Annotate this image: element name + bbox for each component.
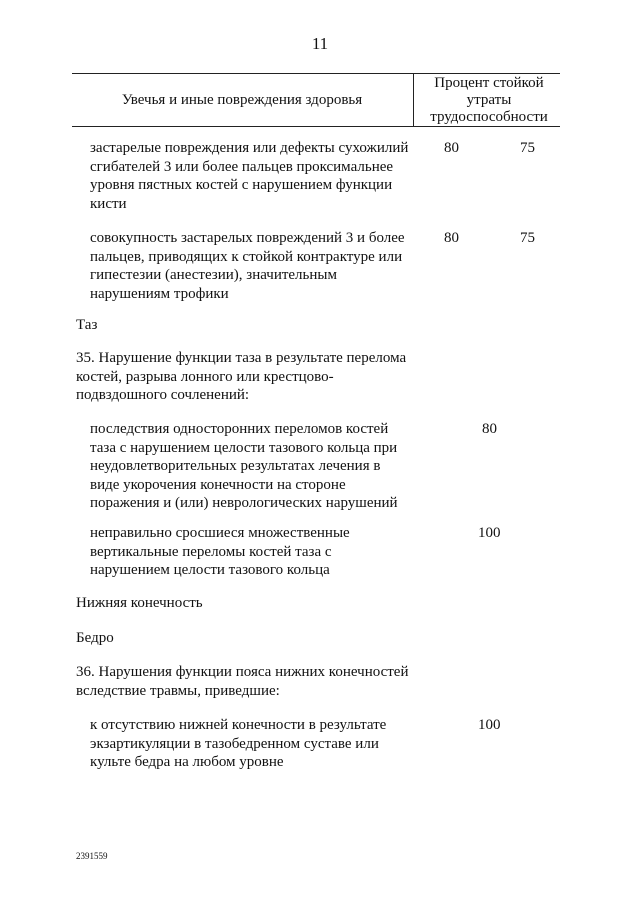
entry-line: 36. Нарушения функции пояса нижних конечностей (76, 664, 409, 680)
entry-line: нарушением целости тазового кольца (90, 562, 330, 578)
entry-line: нарушениям трофики (90, 285, 229, 302)
entry-line: таза с нарушением целости тазового кольца при (90, 439, 398, 456)
header-percent-column (418, 75, 560, 126)
entry-line: гипестезии (анестезии), значительным (90, 267, 337, 283)
entry-line: 35. Нарушение функции таза в результате перелома (76, 350, 407, 366)
header-top-rule (72, 73, 560, 74)
header-bottom-rule (72, 126, 560, 127)
entry-line: виде укорочения конечности на стороне (90, 476, 346, 493)
entry-line: кисти (90, 195, 127, 212)
entry-limb-absence (90, 716, 386, 772)
value-second: 75 (520, 230, 535, 246)
value-first: 80 (444, 140, 459, 156)
entry-line: совокупность застарелых повреждений 3 и более (90, 230, 405, 246)
value-percent: 80 (482, 421, 497, 437)
header-injuries-column: Увечья и иные повреждения здоровья (121, 92, 363, 108)
entry-line: неудовлетворительных результатах лечения в (90, 458, 381, 474)
entry-line: поражения и (или) неврологических нарушений (90, 495, 398, 511)
entry-malunited-fractures (90, 524, 350, 580)
entry-line: уровня пястных костей с нарушением функции (90, 177, 393, 193)
value-second: 75 (520, 140, 535, 156)
entry-line: вертикальные переломы костей таза с (90, 543, 332, 560)
section-heading-thigh: Бедро (76, 630, 114, 646)
value-percent: 100 (478, 717, 501, 733)
entry-pelvis-fracture-consequences (90, 420, 398, 513)
header-percent-line: Процент стойкой (434, 75, 544, 91)
value-first: 80 (444, 230, 459, 246)
entry-line: вследствие травмы, приведшие: (76, 682, 280, 699)
entry-tendon-damage (90, 139, 408, 213)
entry-line: подвздошного сочленений: (76, 387, 250, 403)
section-heading-lower-limb: Нижняя конечность (76, 595, 203, 611)
entry-line: застарелые повреждения или дефекты сухожилий (90, 140, 409, 156)
entry-line: сгибателей 3 или более пальцев проксимальнее (90, 158, 394, 175)
header-percent-line: трудоспособности (430, 109, 548, 125)
header-percent-line: утраты (466, 92, 512, 108)
entry-line: экзартикуляции в тазобедренном суставе или (90, 735, 379, 752)
entry-line: культе бедра на любом уровне (90, 754, 284, 770)
item-35-heading (76, 349, 406, 405)
entry-combined-injuries (90, 229, 405, 303)
item-36-heading (76, 663, 409, 700)
header-column-divider (413, 74, 414, 126)
page-number: 11 (311, 34, 329, 53)
document-code: 2391559 (76, 851, 108, 861)
entry-line: к отсутствию нижней конечности в результате (90, 717, 387, 733)
value-percent: 100 (478, 525, 501, 541)
entry-line: последствия односторонних переломов костей (90, 421, 389, 437)
section-heading-pelvis: Таз (76, 317, 98, 333)
entry-line: неправильно сросшиеся множественные (90, 525, 350, 541)
entry-line: пальцев, приводящих к стойкой контрактуре или (90, 248, 403, 265)
entry-line: костей, разрыва лонного или крестцово- (76, 368, 334, 385)
